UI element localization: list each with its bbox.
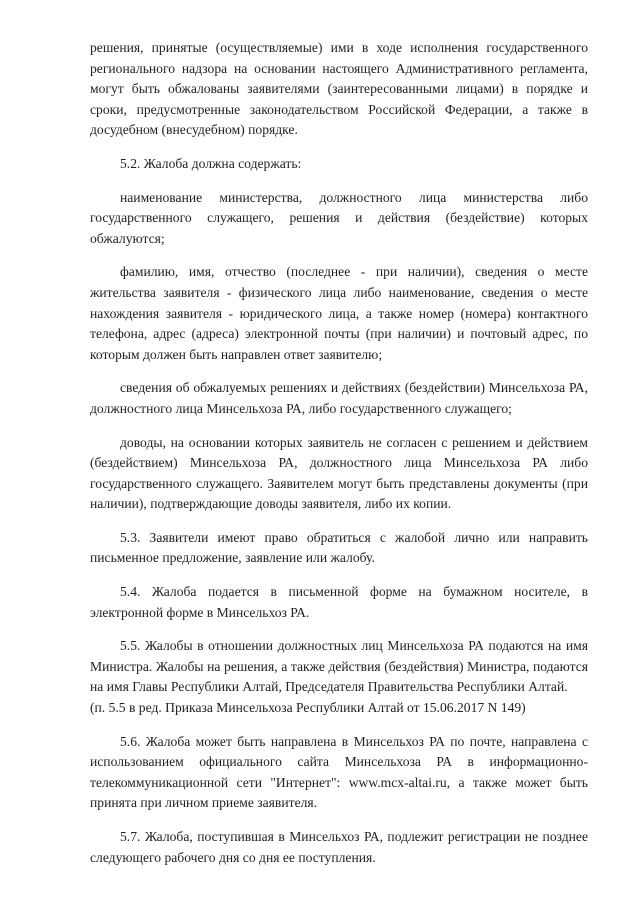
paragraph-5-2: 5.2. Жалоба должна содержать: (120, 155, 302, 171)
paragraph-5-2-arguments: доводы, на основании которых заявитель не согласен с решением и действием (бездействием) Минсельхоза РА, должностного лица Минсельхоза РА либо государственного служащего. Заявителем могут быть представлены документы (при наличии), подтверждающие доводы заявителя, либо их копии. (90, 434, 588, 512)
paragraph-intro: решения, принятые (осуществляемые) ими в ходе исполнения государственного регионального надзора на основании настоящего Административного регламента, могут быть обжалованы заявителями (заинтересованными лицами) в порядке и сроки, предусмотренные законодательством Российской Федерации, а также в досудебном (внесудебном) порядке. (90, 40, 588, 138)
paragraph-5-5-amendment-note: (п. 5.5 в ред. Приказа Минсельхоза Республики Алтай от 15.06.2017 N 149) (90, 700, 526, 716)
paragraph-5-4: 5.4. Жалоба подается в письменной форме на бумажном носителе, в электронной форме в Минсельхоз РА. (90, 584, 588, 620)
paragraph-5-3: 5.3. Заявители имеют право обратиться с жалобой лично или направить письменное предложение, заявление или жалобу. (90, 529, 588, 566)
document-body (90, 38, 588, 868)
paragraph-5-2-applicant-details: фамилию, имя, отчество (последнее - при наличии), сведения о месте жительства заявителя - физического лица либо наименование, сведения о месте нахождения заявителя - юридического лица, а также номер (номера) контактного телефона, адрес (адреса) электронной почты (при наличии) и почтовый адрес, по которым должен быть направлен ответ заявителю; (90, 264, 588, 362)
paragraph-5-2-appealed-decisions: сведения об обжалуемых решениях и действиях (бездействии) Минсельхоза РА, должностного лица Минсельхоза РА, либо государственного служащего; (90, 380, 588, 416)
paragraph-5-2-ministry-name: наименование министерства, должностного лица министерства либо государственного служащего, решения и действия (бездействие) которых обжалуются; (90, 189, 588, 246)
paragraph-5-5: 5.5. Жалобы в отношении должностных лиц Минсельхоза РА подаются на имя Министра. Жалобы на решения, а также действия (бездействия) Министра, подаются на имя Главы Республики Алтай, Председателя Правительства Республики Алтай. (90, 638, 588, 695)
paragraph-5-6: 5.6. Жалоба может быть направлена в Минсельхоз РА по почте, направлена с использованием официального сайта Минсельхоза РА в информационно-телекоммуникационной сети "Интернет": www.mcx-altai.ru, а также может быть принята при личном приеме заявителя. (90, 733, 588, 811)
paragraph-5-7: 5.7. Жалоба, поступившая в Минсельхоз РА, подлежит регистрации не позднее следующего рабочего дня со дня ее поступления. (90, 829, 588, 865)
